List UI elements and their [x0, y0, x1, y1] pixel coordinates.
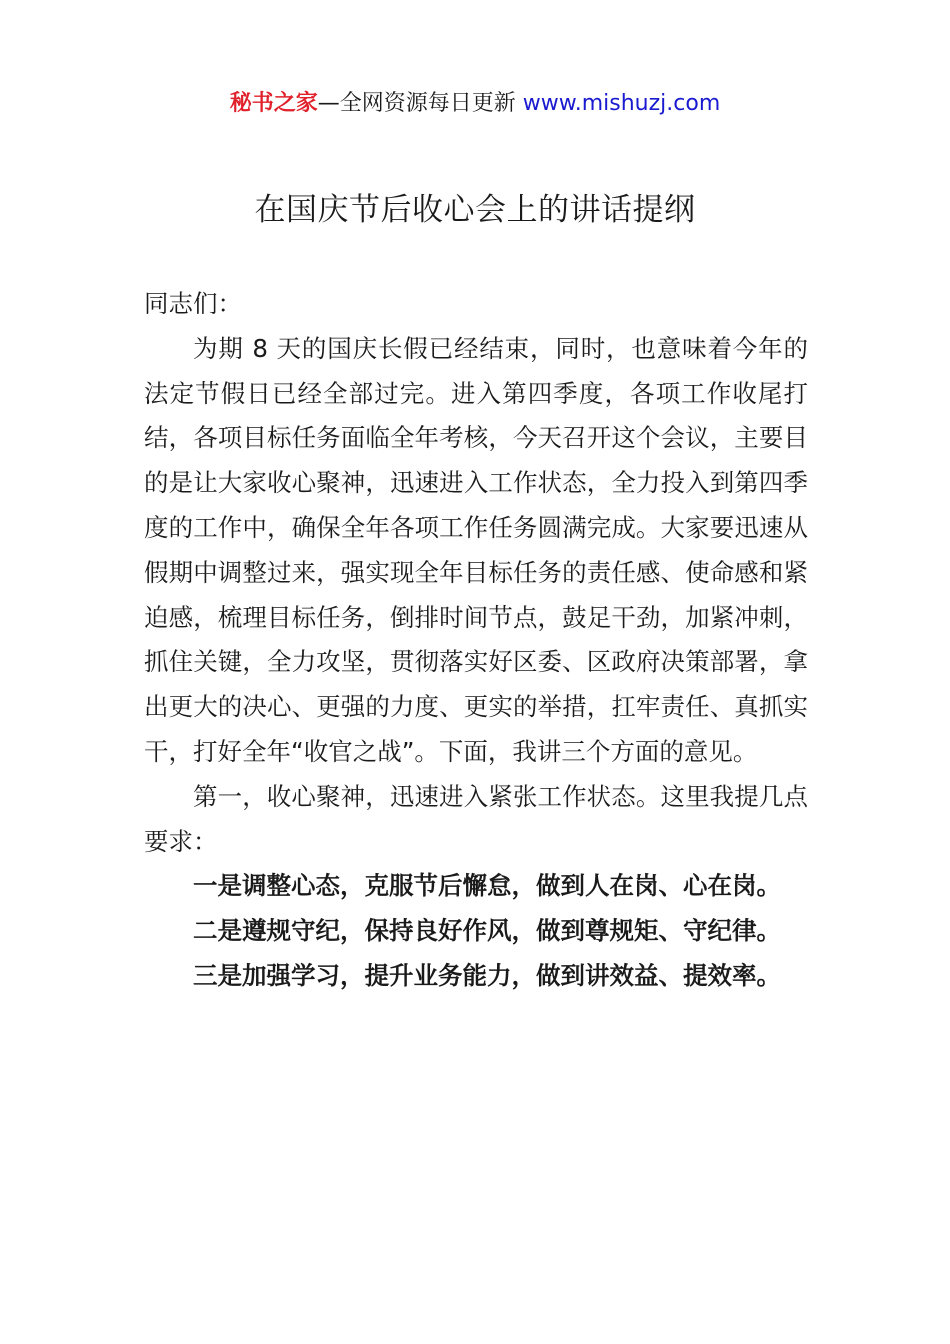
document-title: 在国庆节后收心会上的讲话提纲 — [254, 192, 696, 228]
site-header — [0, 86, 950, 122]
document-body — [144, 282, 808, 999]
requirement-item: 二是遵规守纪，保持良好作风，做到尊规矩、守纪律。 — [193, 916, 781, 946]
paragraph-first-point: 第一，收心聚神，迅速进入紧张工作状态。这里我提几点要求： — [144, 781, 808, 856]
requirement-item: 一是调整心态，克服节后懈怠，做到人在岗、心在岗。 — [193, 871, 781, 901]
salutation: 同志们： — [144, 289, 242, 318]
requirement-item: 三是加强学习，提升业务能力，做到讲效益、提效率。 — [193, 960, 781, 990]
brand-name: 秘书之家 — [229, 91, 318, 116]
site-url-link[interactable]: www.mishuzj.com — [522, 91, 721, 116]
site-tagline: —全网资源每日更新 — [317, 91, 523, 116]
paragraph-intro: 为期 8 天的国庆长假已经结束，同时，也意味着今年的法定节假日已经全部过完。进入第四季度，各项工作收尾打结，各项目标任务面临全年考核，今天召开这个会议，主要目的是让大家收心聚神，迅速进入工作状态，全力投入到第四季度的工作中，确保全年各项工作任务圆满完成。大家要迅速从假期中调整过来，强实现全年目标任务的责任感、使命感和紧迫感，梳理目标任务，倒排时间节点，鼓足干劲，加紧冲刺，抓住关键，全力攻坚，贯彻落实好区委、区政府决策部署，拿出更大的决心、更强的力度、更实的举措，扛牢责任、真抓实干，打好全年“收官之战”。下面，我讲三个方面的意见。 — [144, 333, 808, 766]
